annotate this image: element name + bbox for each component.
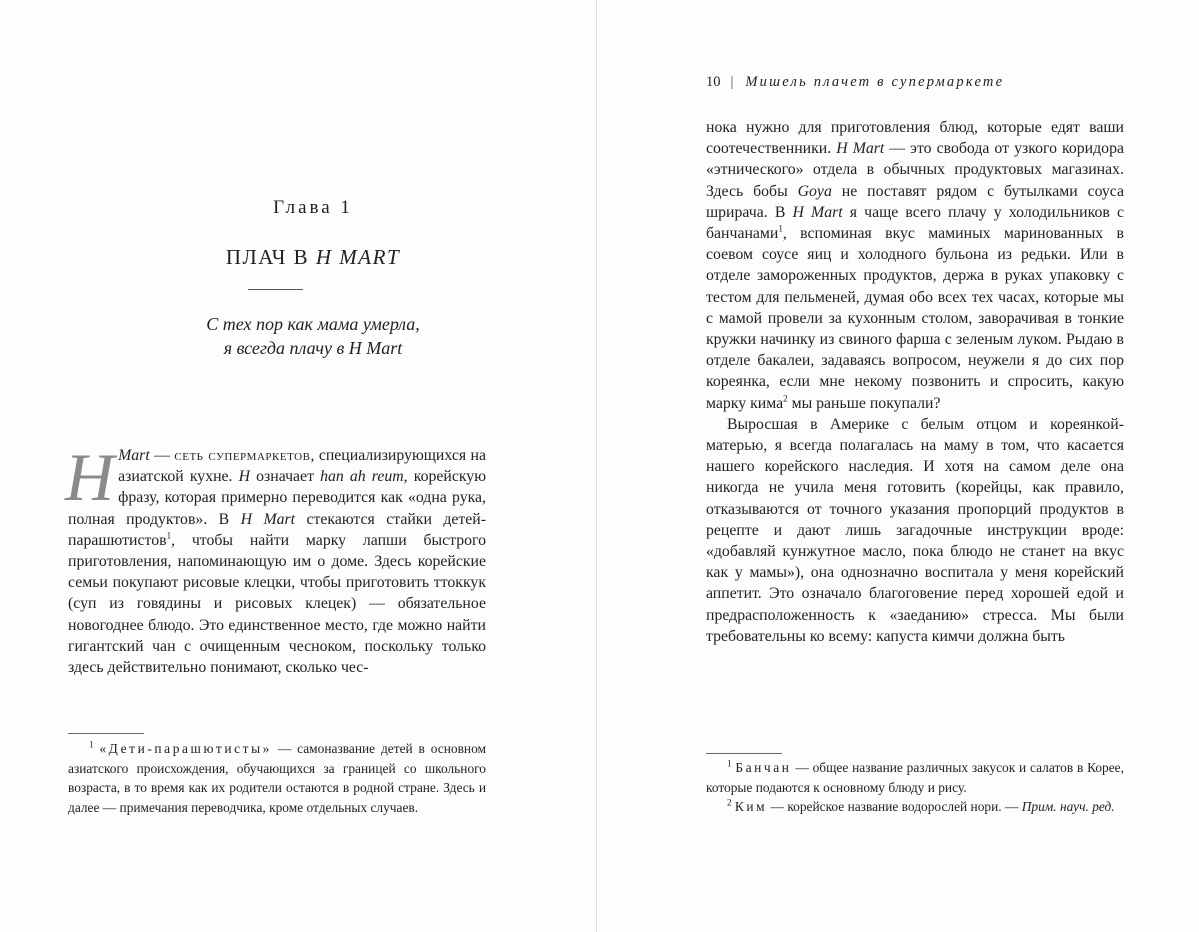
footnote-term: «Дети-парашютисты» bbox=[99, 741, 272, 756]
chapter-title bbox=[120, 245, 506, 270]
epigraph-line-2: я всегда плачу в H Mart bbox=[223, 338, 403, 358]
right-page bbox=[597, 0, 1199, 932]
left-body-text bbox=[65, 439, 487, 678]
epigraph bbox=[120, 312, 506, 360]
footnote-1 bbox=[706, 758, 1124, 797]
p1-h-mart-2: H Mart bbox=[792, 203, 843, 221]
running-head-separator: | bbox=[730, 74, 734, 90]
p1-text-4: я чаще всего плачу у холодильников с банчанами bbox=[706, 203, 1125, 243]
p1-text-3: не поставят рядом с бутылками соуса шрирача. В bbox=[706, 182, 1124, 221]
footnote-2 bbox=[706, 797, 1124, 817]
footnote-1-number: 1 bbox=[727, 758, 732, 769]
footnote-2-term: Ким bbox=[734, 799, 768, 814]
p1-text-6: мы раньше покупали? bbox=[787, 394, 941, 412]
h-mart-italic: H Mart bbox=[240, 510, 296, 528]
footnote-rule bbox=[706, 753, 782, 754]
drop-cap: H bbox=[65, 439, 115, 515]
left-footnote bbox=[68, 739, 486, 817]
body-dash: — bbox=[149, 447, 175, 464]
right-footnotes bbox=[706, 758, 1124, 817]
body-text-1: , специализирующихся на азиатской кухне. bbox=[118, 447, 487, 486]
right-body-text bbox=[706, 117, 1124, 647]
paragraph-1 bbox=[706, 117, 1124, 414]
chapter-title-prefix: ПЛАЧ В bbox=[225, 245, 310, 269]
chapter-title-italic: H MART bbox=[315, 245, 401, 269]
p1-h-mart-1: H Mart bbox=[836, 140, 885, 158]
chapter-label: Глава 1 bbox=[273, 197, 353, 218]
chapter-title-rule bbox=[248, 289, 303, 290]
p1-goya: Goya bbox=[797, 182, 832, 200]
footnote-rule bbox=[68, 733, 144, 734]
paragraph-2: Выросшая в Америке с белым отцом и кореянкой-матерью, я всегда полагалась на маму в том, что касается нашего корейского наследия. И хотя на самом деле она никогда не учила меня готовить (корейцы, как правило, отказываются от точного указания пропорций продуктов в рецепте и дают лишь загадочные инструкции вроде: «добавляй кунжутное масло, пока блюдо не станет на вкус как у мамы»), она однозначно воспитала у меня корейский аппетит. Это означало благоговение перед хорошей едой и предрасположенность к «заеданию» стресса. Мы были требовательны ко всему: капуста кимчи должна быть bbox=[706, 415, 1124, 645]
body-text-4: стекаются стайки детей-парашютистов bbox=[68, 510, 486, 549]
p1-text-2: — это свобода от узкого коридора «этнического» отдела в обычных продуктовых магазинах. Здесь бобы bbox=[706, 140, 1124, 200]
h-letter: H bbox=[238, 468, 251, 486]
footnote-text: — самоназвание детей в основном азиатского происхождения, обучающихся за границей со школьного возраста, в то время как их родители остаются в родной стране. Здесь и далее — примечания переводчика, кроме отдельных случаев. bbox=[68, 741, 486, 815]
epigraph-line-1: С тех пор как мама умерла, bbox=[206, 314, 420, 334]
footnote-2-text: — корейское название водорослей нори. — bbox=[767, 799, 1022, 814]
p1-text-5: , вспоминая вкус маминых маринованных в соевом соусе яиц и холодного бульона из редьки. Или в отделе замороженных продуктов, держа в руках упаковку с тестом для пельменей, думая обо всех тех часах, которые мы с мамой провели за кухонным столом, заворачивая в тонкие кружки начинку из свиного фарша с зеленым луком. Рыдаю в отделе бакалеи, задаваясь вопросом, неужели я до сих пор кореянка, если мне некому позвонить и спросить, какую марку кима bbox=[706, 225, 1124, 412]
footnote-marker-1[interactable]: 1 bbox=[166, 530, 172, 541]
body-text-3: , корейскую фразу, которая примерно переводится как «одна рука, полная продуктов». В bbox=[68, 468, 486, 528]
footnote-1-term: Банчан bbox=[735, 760, 792, 775]
footnote-2-number: 2 bbox=[727, 797, 732, 808]
mart-word: Mart bbox=[118, 447, 150, 464]
page-number: 10 bbox=[706, 74, 721, 90]
running-head bbox=[706, 74, 1004, 91]
body-text-5: , чтобы найти марку лапши быстрого приготовления, напоминающую им о доме. Здесь корейские семьи покупают рисовые клецки, чтобы приготовить ттоккук (суп из говядины и рисовых клецек) — обязательное новогоднее блюдо. Это единственное место, где можно найти гигантский чан с очищенным чесноком, поскольку только здесь действительно понимают, сколько чес- bbox=[68, 531, 486, 677]
footnote-1-text: — общее название различных закусок и салатов в Корее, которые подаются к основному блюду и рису. bbox=[706, 760, 1124, 795]
footnote-marker-2[interactable]: 2 bbox=[783, 393, 788, 404]
footnote-number: 1 bbox=[89, 739, 94, 750]
running-head-title: Мишель плачет в супермаркете bbox=[745, 74, 1005, 90]
han-ah-reum: han ah reum bbox=[320, 468, 404, 486]
lead-smallcaps: сеть супермаркетов bbox=[174, 447, 311, 464]
p1-text-1: нока нужно для приготовления блюд, которые едят ваши соотечественники. bbox=[706, 119, 1124, 158]
footnote-2-note: Прим. науч. ред. bbox=[1021, 799, 1115, 814]
left-page bbox=[0, 0, 596, 932]
footnote-marker-1[interactable]: 1 bbox=[778, 223, 783, 234]
body-text-2: означает bbox=[250, 468, 321, 486]
